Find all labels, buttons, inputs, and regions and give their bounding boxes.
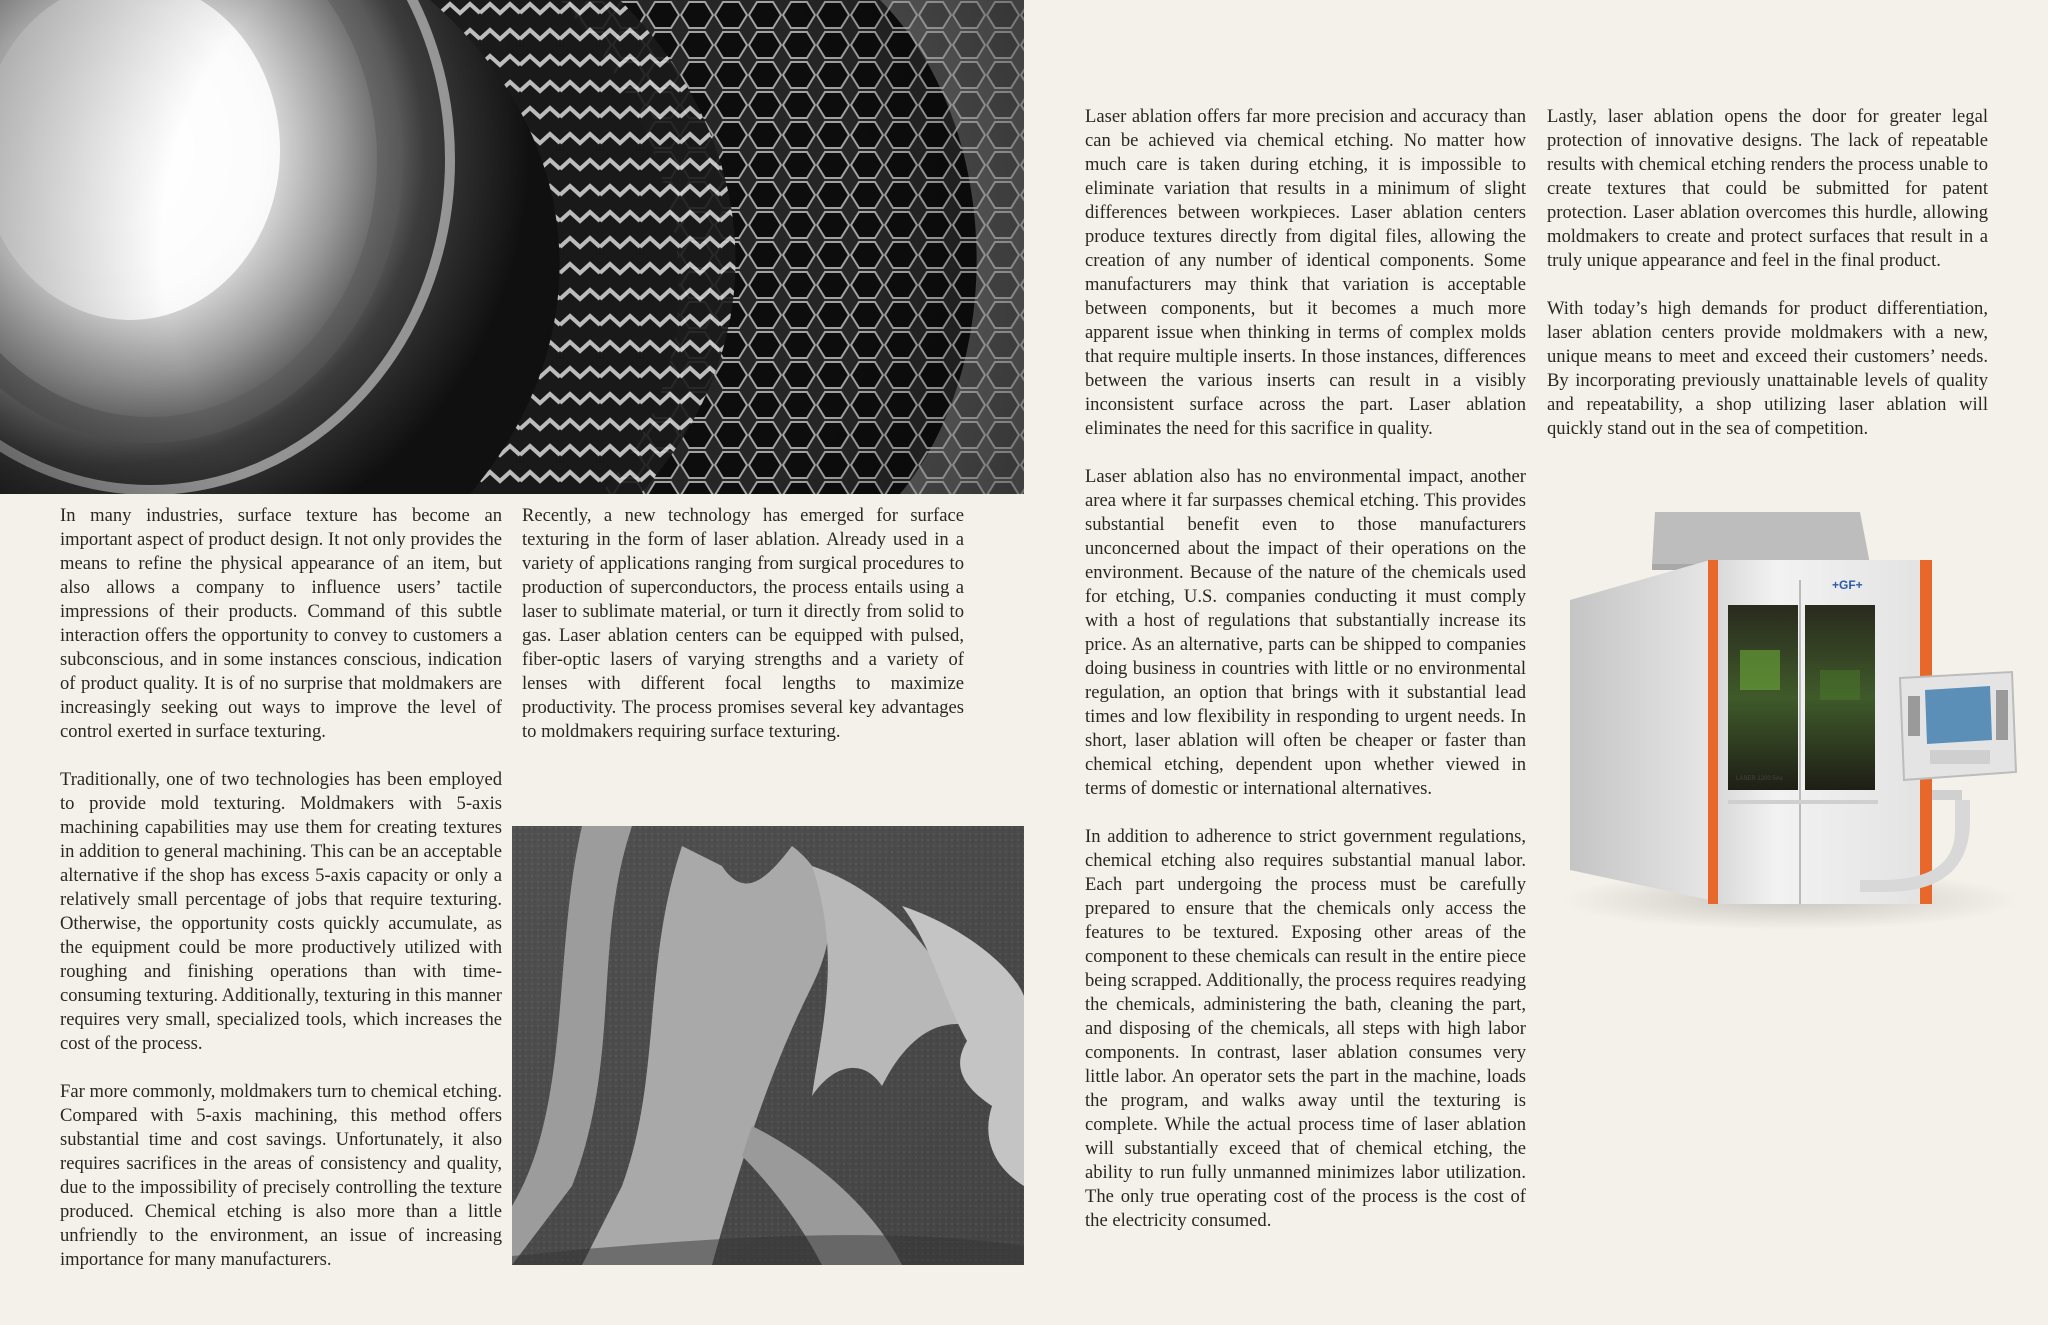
machine-model-label: LASER 1200 5Ax: [1736, 776, 1783, 782]
paragraph: Recently, a new technology has emerged for surface texturing in the form of laser ablation. Already used in a variety of applications ranging from surgical procedures to production of superconductors, the process entails using a laser to sublimate material, or turn it directly from solid to gas. Laser ablation centers can be equipped with pulsed, fiber-optic lasers of varying strengths and a variety of lenses with different focal lengths to maximize productivity. The process promises several key advantages to moldmakers requiring surface texturing.: [522, 505, 964, 742]
paragraph: Traditionally, one of two technologies has been employed to provide mold texturing. Moldmakers with 5-axis machining capabilities may use them for creating textures in addition to general machining. This can be an acceptable alternative if the shop has excess 5-axis capacity or only a relatively small percentage of jobs that require texturing. Otherwise, the opportunity costs quickly accumulate, as the equipment could be more productively utilized with roughing and finishing operations than with time-consuming texturing. Additionally, texturing in this manner requires very small, specialized tools, which increases the cost of the process.: [60, 769, 502, 1054]
laser-textured-surface-photo: [512, 826, 1024, 1265]
paragraph: In addition to adherence to strict government regulations, chemical etching also requires substantial manual labor. Each part undergoing the process must be carefully prepared to ensure that the chemicals only access the features to be textured. Exposing other areas of the component to these chemicals can result in the entire piece being scrapped. Additionally, the process requires readying the chemicals, administering the bath, cleaning the part, and disposing of the chemicals, all steps with high labor components. In contrast, laser ablation consumes very little labor. An operator sets the part in the machine, loads the program, and walks away until the texturing is complete. While the actual process time of laser ablation will substantially exceed that of chemical etching, the ability to run fully unmanned minimizes labor utilization. The only true operating cost of the process is the cost of the electricity consumed.: [1085, 826, 1526, 1231]
paragraph: Laser ablation also has no environmental impact, another area where it far surpasses chemical etching. This provides substantial benefit even to those manufacturers unconcerned about the impact of their operations on the environment. Because of the nature of the chemicals used for etching, U.S. companies conducting it must comply with a host of regulations that substantially increase its price. As an alternative, parts can be shipped to companies doing business in countries with little or no environmental regulation, an option that brings with it substantial lead times and low flexibility in responding to urgent needs. In short, laser ablation will often be cheaper or faster than chemical etching, dependent upon whether viewed in terms of domestic or international alternatives.: [1085, 466, 1526, 799]
paragraph: Laser ablation offers far more precision and accuracy than can be achieved via chemical etching. No matter how much care is taken during etching, it is impossible to eliminate variation that results in a minimum of slight differences between workpieces. Laser ablation centers produce textures directly from digital files, allowing the creation of any number of identical components. Some manufacturers may think that variation is acceptable between components, but it becomes a much more apparent issue when thinking in terms of complex molds that require multiple inserts. In those instances, differences between the various inserts can result in a visibly inconsistent surface across the part. Laser ablation eliminates the need for this sacrifice in quality.: [1085, 106, 1526, 439]
textured-mold-cylinder-photo: [0, 0, 1024, 494]
paragraph: Far more commonly, moldmakers turn to chemical etching. Compared with 5-axis machining, this method offers substantial time and cost savings. Unfortunately, it also requires sacrifices in the areas of consistency and quality, due to the impossibility of precisely controlling the texture produced. Chemical etching is also more than a little unfriendly to the environment, an issue of increasing importance for many manufacturers.: [60, 1081, 502, 1270]
article-column-4: [1547, 105, 1988, 441]
paragraph: With today’s high demands for product differentiation, laser ablation centers provide moldmakers with a new, unique means to meet and exceed their customers’ needs. By incorporating previously unattainable levels of quality and repeatability, a shop utilizing laser ablation will quickly stand out in the sea of competition.: [1547, 298, 1988, 439]
article-column-3: [1085, 105, 1526, 1233]
paragraph: In many industries, surface texture has become an important aspect of product design. It not only provides the means to refine the physical appearance of an item, but also allows a company to influence users’ tactile impressions of their products. Command of this subtle interaction offers the opportunity to convey to customers a subconscious, and in some instances conscious, indication of product quality. It is of no surprise that moldmakers are increasingly seeking out ways to improve the level of control exerted in surface texturing.: [60, 505, 502, 742]
article-column-1: [60, 504, 502, 1272]
article-column-2: [522, 504, 964, 744]
machine-brand-label: +GF+: [1832, 578, 1863, 592]
laser-ablation-machine-photo: [1560, 500, 2020, 940]
paragraph: Lastly, laser ablation opens the door for greater legal protection of innovative designs. The lack of repeatable results with chemical etching renders the process unable to create textures that could be submitted for patent protection. Laser ablation overcomes this hurdle, allowing moldmakers to create and protect surfaces that result in a truly unique appearance and feel in the final product.: [1547, 106, 1988, 271]
